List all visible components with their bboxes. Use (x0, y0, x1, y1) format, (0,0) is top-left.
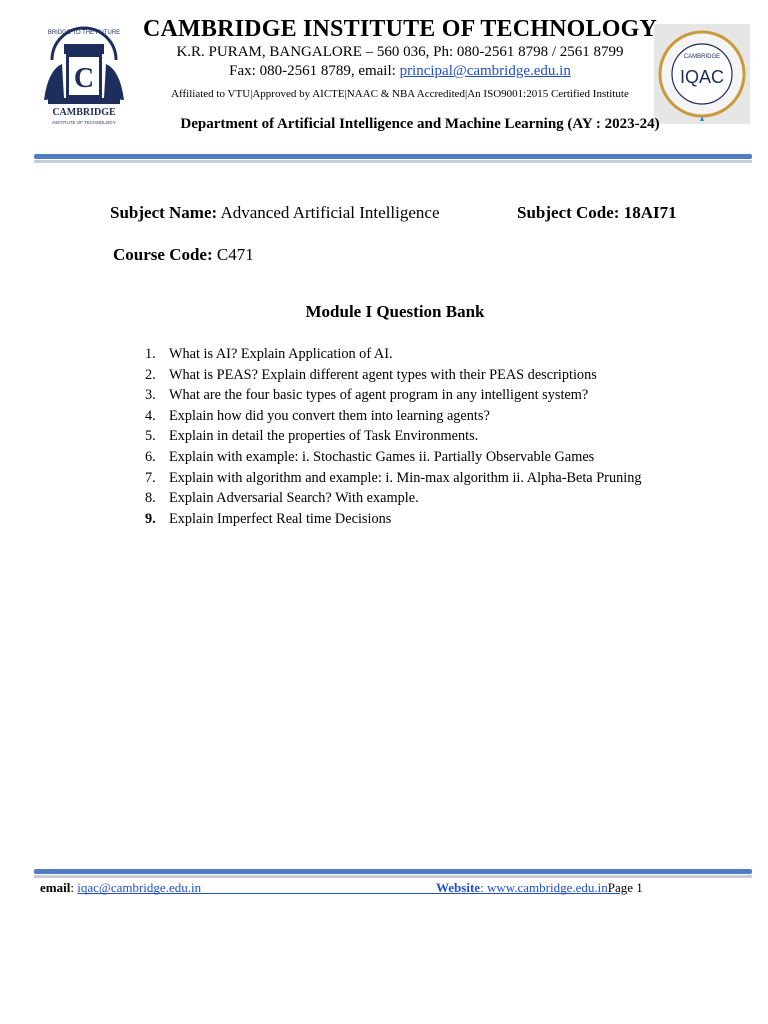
question-text: Explain with example: i. Stochastic Games ii. Partially Observable Games (169, 448, 595, 465)
footer-email-link[interactable]: iqac@cambridge.edu.in (77, 880, 202, 895)
question-number: 1. (145, 346, 156, 362)
course-code (113, 245, 254, 265)
question-number: 6. (145, 448, 156, 465)
cambridge-crest-logo (38, 20, 130, 130)
question-list (145, 344, 745, 529)
module-title: Module I Question Bank (305, 302, 485, 321)
question-item (145, 468, 745, 489)
question-text: What is AI? Explain Application of AI. (169, 346, 393, 362)
footer-website-sep: : (480, 880, 487, 895)
subject-name-value: Advanced Artificial Intelligence (217, 203, 440, 222)
footer-email-sep: : (70, 880, 78, 895)
question-number: 8. (145, 490, 156, 507)
svg-text:C: C (73, 63, 95, 94)
footer-email-label: email (40, 880, 71, 895)
question-number: 5. (145, 428, 156, 445)
footer-website-link[interactable]: www.cambridge.edu.in (486, 880, 608, 895)
address-line: K.R. PURAM, BANGALORE – 560 036, Ph: 080-2561 8798 / 2561 8799 (176, 44, 624, 60)
question-text: What is PEAS? Explain different agent types with their PEAS descriptions (169, 366, 597, 383)
svg-text:IQAC: IQAC (679, 67, 725, 87)
svg-text:CAMBRIDGE: CAMBRIDGE (683, 54, 721, 60)
fax-email-line (120, 63, 680, 80)
question-number: 4. (145, 407, 156, 424)
course-code-value: C471 (212, 245, 254, 264)
question-number: 2. (145, 366, 156, 383)
footer-website-label: Website (436, 880, 481, 895)
svg-text:INSTITUTE OF TECHNOLOGY: INSTITUTE OF TECHNOLOGY (52, 120, 116, 125)
affiliation-line: Affiliated to VTU|Approved by AICTE|NAAC & NBA Accredited|An ISO9001:2015 Certified Institute (171, 88, 629, 100)
question-text: Explain Adversarial Search? With example. (169, 490, 419, 507)
question-item (145, 447, 745, 468)
footer-email (40, 880, 201, 896)
question-item (145, 488, 745, 509)
question-text: Explain with algorithm and example: i. Min-max algorithm ii. Alpha-Beta Pruning (169, 469, 642, 486)
subject-code-value: 18AI71 (623, 203, 677, 222)
question-text: Explain in detail the properties of Task Environments. (169, 428, 479, 445)
principal-email-link[interactable]: principal@cambridge.edu.in (399, 63, 571, 79)
subject-code-label: Subject Code: (517, 203, 624, 222)
subject-code (517, 203, 677, 223)
question-text: Explain how did you convert them into learning agents? (169, 407, 490, 424)
question-number: 3. (145, 387, 156, 404)
subject-name (110, 203, 440, 223)
question-text: Explain Imperfect Real time Decisions (169, 510, 392, 527)
question-number: 9. (145, 510, 156, 527)
question-item (145, 426, 745, 447)
footer-divider (34, 869, 752, 878)
question-item (145, 344, 745, 365)
course-code-label: Course Code: (113, 245, 213, 264)
question-item (145, 509, 745, 530)
svg-text:BRIDGE TO THE FUTURE: BRIDGE TO THE FUTURE (47, 30, 121, 36)
question-item (145, 365, 745, 386)
institute-name: CAMBRIDGE INSTITUTE OF TECHNOLOGY (142, 16, 658, 42)
question-text: What are the four basic types of agent program in any intelligent system? (169, 387, 589, 404)
question-number: 7. (145, 469, 156, 486)
fax-text: Fax: 080-2561 8789, email: (229, 63, 400, 79)
subject-name-label: Subject Name: (110, 203, 218, 222)
question-item (145, 406, 745, 427)
page-number: Page 1 (607, 880, 643, 895)
footer-website (436, 880, 643, 896)
svg-text:CAMBRIDGE: CAMBRIDGE (52, 107, 116, 118)
header-divider (34, 154, 752, 163)
question-item (145, 385, 745, 406)
department-title: Department of Artificial Intelligence and Machine Learning (AY : 2023-24) (180, 116, 660, 132)
